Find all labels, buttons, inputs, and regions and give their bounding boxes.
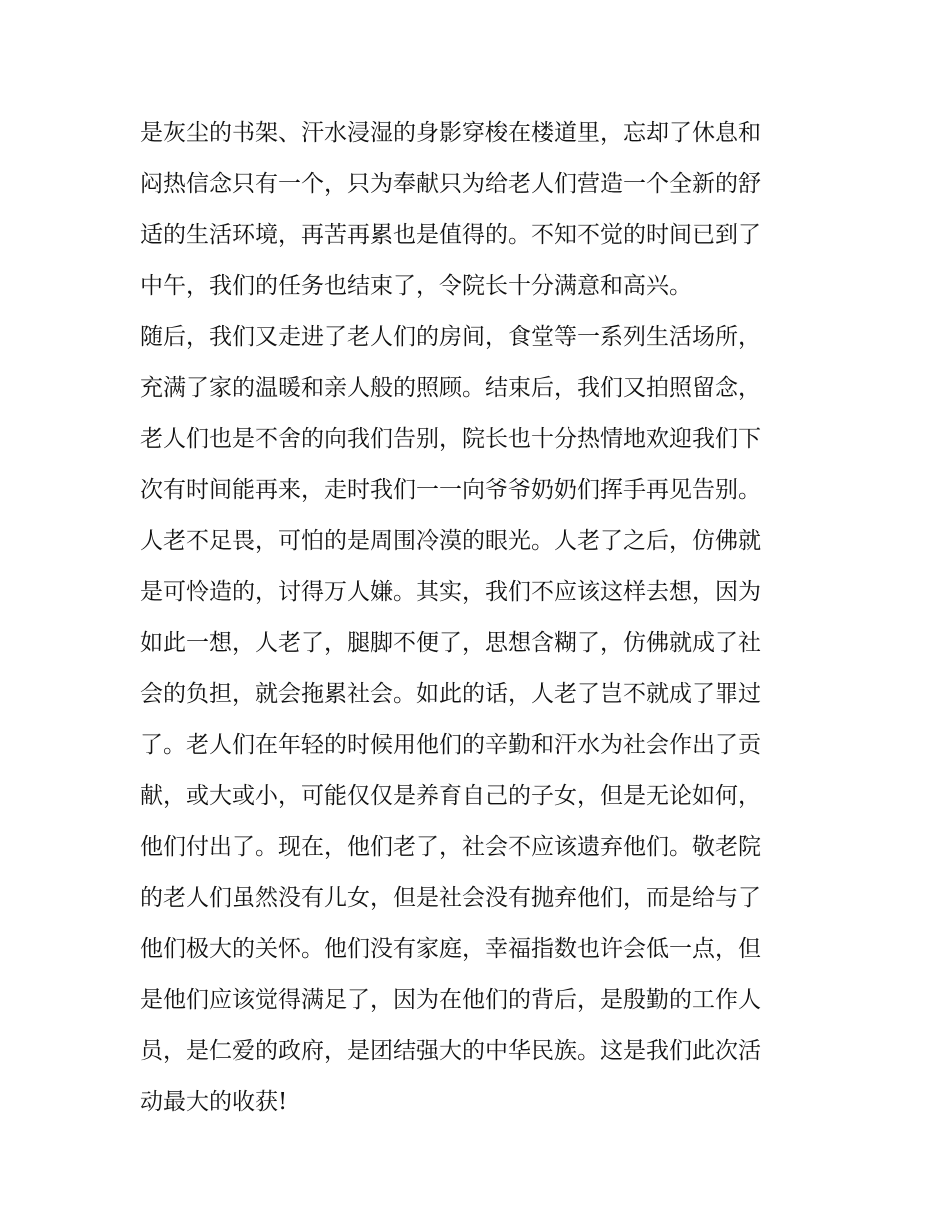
text-line-4: 中午，我们的任务也结束了，令院长十分满意和高兴。: [140, 273, 692, 299]
text-line-14: 献，或大或小，可能仅仅是养育自己的子女，但是无论如何，: [140, 783, 761, 809]
text-line-1: 是灰尘的书架、汗水浸湿的身影穿梭在楼道里，忘却了休息和: [140, 120, 761, 146]
text-line-6: 充满了家的温暖和亲人般的照顾。结束后，我们又拍照留念，: [140, 375, 761, 401]
text-line-7: 老人们也是不舍的向我们告别，院长也十分热情地欢迎我们下: [140, 426, 761, 452]
text-line-13: 了。老人们在年轻的时候用他们的辛勤和汗水为社会作出了贡: [140, 732, 761, 758]
text-line-17: 他们极大的关怀。他们没有家庭，幸福指数也许会低一点，但: [140, 936, 761, 962]
text-line-18: 是他们应该觉得满足了，因为在他们的背后，是殷勤的工作人: [140, 987, 761, 1013]
body-text: [140, 108, 820, 1128]
text-line-3: 适的生活环境，再苦再累也是值得的。不知不觉的时间已到了: [140, 222, 761, 248]
text-line-10: 是可怜造的，讨得万人嫌。其实，我们不应该这样去想，因为: [140, 579, 761, 605]
text-line-12: 会的负担，就会拖累社会。如此的话，人老了岂不就成了罪过: [140, 681, 761, 707]
text-line-16: 的老人们虽然没有儿女，但是社会没有抛弃他们，而是给与了: [140, 885, 761, 911]
text-line-5: 随后，我们又走进了老人们的房间，食堂等一系列生活场所，: [140, 324, 761, 350]
text-line-2: 闷热信念只有一个，只为奉献只为给老人们营造一个全新的舒: [140, 171, 761, 197]
text-line-11: 如此一想，人老了，腿脚不便了，思想含糊了，仿佛就成了社: [140, 630, 761, 656]
text-line-9: 人老不足畏，可怕的是周围冷漠的眼光。人老了之后，仿佛就: [140, 528, 761, 554]
text-line-8: 次有时间能再来，走时我们一一向爷爷奶奶们挥手再见告别。: [140, 477, 761, 503]
text-line-19: 员，是仁爱的政府，是团结强大的中华民族。这是我们此次活: [140, 1038, 761, 1064]
text-line-15: 他们付出了。现在，他们老了，社会不应该遗弃他们。敬老院: [140, 834, 761, 860]
text-line-20: 动最大的收获!: [140, 1089, 288, 1115]
